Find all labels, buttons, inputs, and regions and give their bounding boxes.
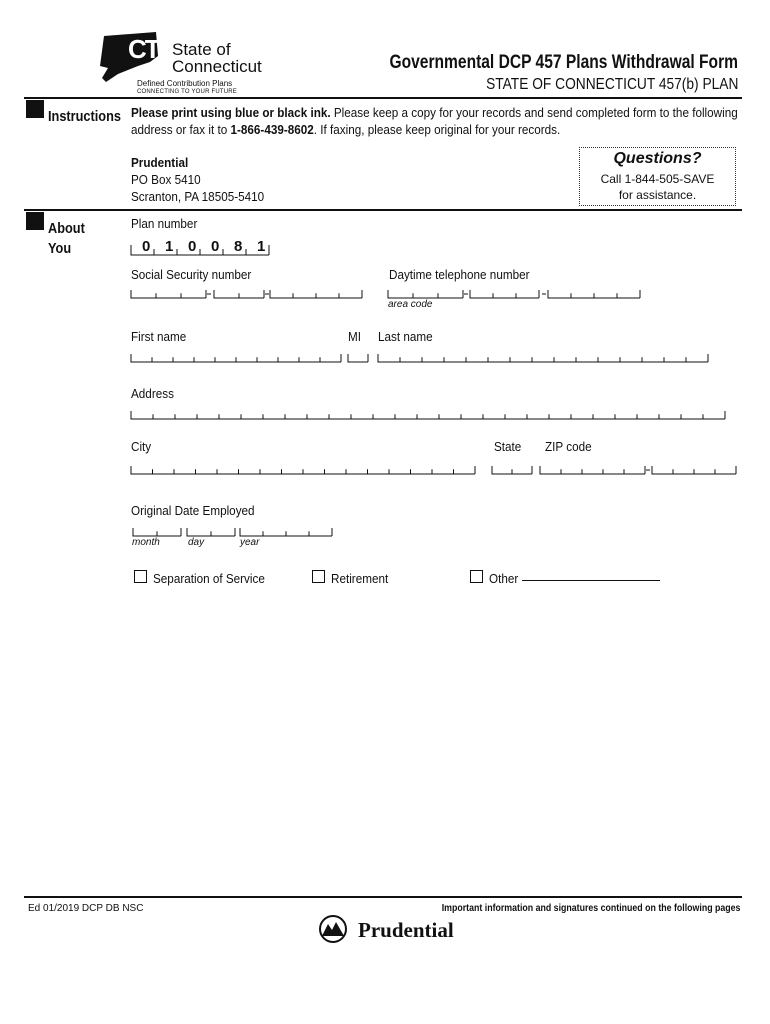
- logo-tagline: CONNECTING TO YOUR FUTURE: [137, 89, 238, 95]
- logo-mark: CT: [128, 34, 159, 64]
- questions-title: Questions?: [613, 150, 702, 167]
- logo-state-line: State of: [172, 40, 231, 59]
- mailing-line-1: PO Box 5410: [131, 172, 201, 187]
- zip-field[interactable]: [540, 460, 736, 476]
- about-heading-line-1: About: [48, 220, 85, 237]
- separation-checkbox[interactable]: [134, 570, 147, 583]
- plan-digit: 0: [188, 238, 197, 255]
- state-label: State: [494, 439, 522, 454]
- footer-divider: [24, 896, 742, 898]
- plan-digit: 8: [234, 238, 243, 255]
- mailing-line-2: Scranton, PA 18505-5410: [131, 189, 265, 204]
- retirement-label: Retirement: [331, 571, 389, 586]
- retirement-checkbox[interactable]: [312, 570, 325, 583]
- prudential-brand: Prudential: [358, 918, 454, 942]
- form-subtitle: STATE OF CONNECTICUT 457(b) PLAN: [485, 76, 738, 93]
- instructions-line1-rest: Please keep a copy for your records and send completed form to the following: [330, 105, 738, 120]
- instructions-bold-lead: Please print using blue or black ink.: [131, 105, 331, 120]
- fax-number: 1-866-439-8602: [230, 122, 314, 137]
- month-label: month: [132, 537, 160, 548]
- logo-subtitle: Defined Contribution Plans: [137, 79, 233, 88]
- other-label: Other: [489, 571, 519, 586]
- mi-label: MI: [348, 329, 362, 344]
- mi-field[interactable]: [346, 348, 368, 364]
- area-code-label: area code: [388, 299, 433, 310]
- edition-code: Ed 01/2019 DCP DB NSC: [28, 903, 144, 914]
- instructions-line2-pre: address or fax it to: [131, 122, 231, 137]
- separation-label: Separation of Service: [153, 571, 265, 586]
- other-checkbox[interactable]: [470, 570, 483, 583]
- prudential-rock-icon: [318, 914, 348, 944]
- zip-label: ZIP code: [545, 439, 592, 454]
- state-field[interactable]: [490, 460, 532, 476]
- address-label: Address: [131, 386, 174, 401]
- questions-assistance: for assistance.: [618, 188, 697, 202]
- plan-digit: 1: [165, 238, 174, 255]
- city-field[interactable]: [130, 460, 476, 476]
- date-employed-label: Original Date Employed: [131, 503, 255, 518]
- other-specify-field[interactable]: [522, 580, 660, 581]
- plan-digit: 1: [257, 238, 266, 255]
- plan-number-field[interactable]: [130, 240, 278, 256]
- city-label: City: [131, 439, 152, 454]
- about-heading-line-2: You: [48, 240, 72, 257]
- instructions-line2-post: . If faxing, please keep original for your records.: [313, 122, 561, 137]
- phone-label: Daytime telephone number: [389, 267, 530, 282]
- plan-number-label: Plan number: [131, 216, 198, 231]
- questions-phone: Call 1-844-505-SAVE: [600, 172, 715, 186]
- ssn-field[interactable]: [130, 285, 362, 301]
- first-name-label: First name: [131, 329, 187, 344]
- mailing-name: Prudential: [131, 155, 189, 170]
- plan-digit: 0: [211, 238, 220, 255]
- continued-note: Important information and signatures continued on the following pages: [441, 903, 740, 914]
- day-label: day: [188, 537, 205, 548]
- plan-digit: 0: [142, 238, 151, 255]
- phone-field[interactable]: [386, 285, 640, 301]
- address-field[interactable]: [130, 405, 728, 421]
- date-employed-field[interactable]: [130, 522, 334, 538]
- form-title: Governmental DCP 457 Plans Withdrawal Form: [389, 52, 738, 73]
- last-name-label: Last name: [378, 329, 433, 344]
- first-name-field[interactable]: [130, 348, 342, 364]
- year-label: year: [240, 537, 260, 548]
- instructions-heading: Instructions: [48, 108, 121, 125]
- logo-name-line: Connecticut: [172, 57, 262, 76]
- last-name-field[interactable]: [376, 348, 708, 364]
- ssn-label: Social Security number: [131, 267, 252, 282]
